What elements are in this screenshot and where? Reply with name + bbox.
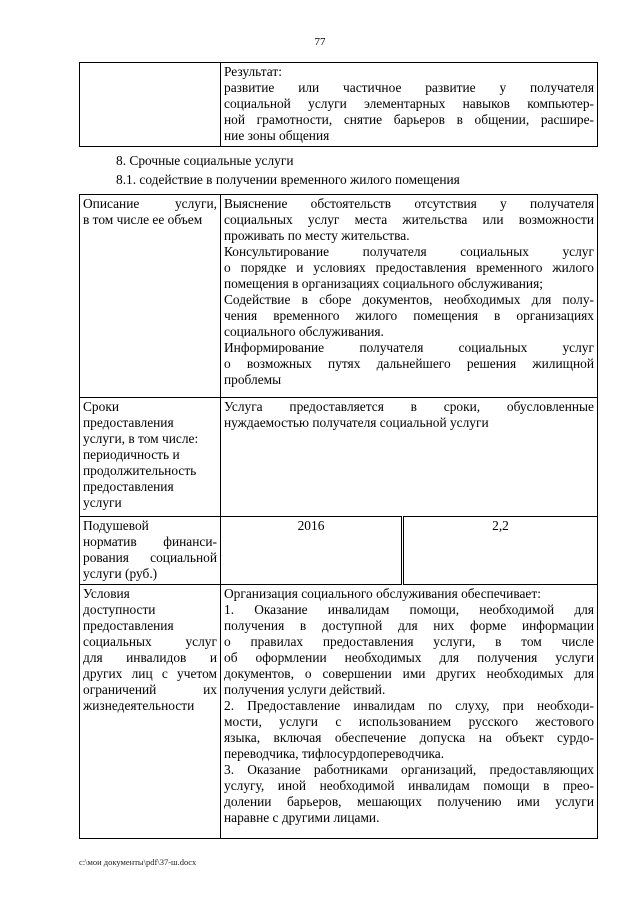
row-label-line: периодичность и [83, 447, 180, 462]
section-title: 8. Срочные социальные услуги [116, 153, 294, 168]
text-line: наравне с другими лицами. [224, 810, 380, 825]
text-line: 1. Оказание инвалидам помощи, необходимой для [224, 602, 594, 617]
text-line: социальных услуг места жительства или возможности [224, 212, 594, 227]
row-label-line: услуги, в том числе: [83, 431, 199, 446]
text-line: языка, включая обеспечение допуска на объект сурдо- [224, 730, 594, 745]
result-line: социальной услуги элементарных навыков компьютер- [224, 96, 594, 111]
row-label-cell [80, 398, 221, 517]
row-label-line: в том числе ее объем [83, 212, 203, 227]
row-label-line: продолжительность [83, 463, 197, 478]
financing-amount: 2,2 [492, 518, 509, 533]
row-label-line: норматив финанси- [83, 534, 217, 549]
row-label-cell [80, 517, 221, 585]
row-label-line: Сроки [83, 399, 119, 414]
row-label-line: для инвалидов и [83, 650, 217, 665]
row-label-line: социальных услуг [83, 634, 217, 649]
text-line: Выяснение обстоятельств отсутствия у получателя [224, 196, 594, 211]
result-line: ной грамотности, снятие барьеров в общении, расшире- [224, 112, 594, 127]
text-line: Консультирование получателя социальных услуг [224, 244, 594, 259]
text-line: Организация социального обслуживания обеспечивает: [224, 586, 541, 601]
result-line: ние зоны общения [224, 128, 330, 143]
paragraph [224, 292, 594, 340]
table-row [80, 195, 598, 398]
text-line: переводчика, тифлосурдопереводчика. [224, 746, 445, 761]
row-label-line: ограничений их [83, 682, 217, 697]
paragraph [224, 762, 594, 826]
text-line: мости, услуги с использованием русского жестового [224, 714, 594, 729]
result-line: развитие или частичное развитие у получателя [224, 80, 594, 95]
text-line: социального обслуживания. [224, 324, 384, 339]
row-label-cell [80, 585, 221, 839]
text-line: услугу, иной необходимой инвалидам помощи в прео- [224, 778, 594, 793]
row-label-line: Подушевой [83, 518, 149, 533]
row-label-line: предоставления [83, 479, 174, 494]
text-line: документов, о совершении ими других необходимых для [224, 666, 594, 681]
text-line: 3. Оказание работниками организаций, предоставляющих [224, 762, 594, 777]
text-line: о порядке и условиях предоставления временного жилого [224, 260, 594, 275]
row-label-line: услуги [83, 495, 122, 510]
result-heading: Результат: [224, 64, 282, 79]
result-label-cell [80, 63, 221, 147]
text-line: Содействие в сборе документов, необходимых для полу- [224, 292, 594, 307]
text-line: о правилах предоставления услуги, в том числе [224, 634, 594, 649]
text-line: долении барьеров, мешающих получению ими услуги [224, 794, 594, 809]
text-line: об оформлении необходимых для получения услуги [224, 650, 594, 665]
text-line: о возможных путях дальнейшего решения жилищной [224, 356, 594, 371]
row-label-line: услуги (руб.) [83, 566, 158, 581]
result-table [79, 62, 598, 147]
text-line: Информирование получателя социальных услуг [224, 340, 594, 355]
row-label-line: рования социальной [83, 550, 217, 565]
text-line: получения услуги действий. [224, 682, 386, 697]
result-cell [221, 63, 598, 147]
year-cell [221, 517, 403, 585]
text-line: 2. Предоставление инвалидам по слуху, при необходи- [224, 698, 594, 713]
row-label-line: Условия [83, 586, 130, 601]
text-line: проблемы [224, 372, 282, 387]
footer-file-path: c:\мои документы\pdf\37-ш.docx [79, 857, 197, 867]
text-line: помещения в организациях социального обслуживания; [224, 276, 543, 291]
paragraph [224, 244, 594, 292]
service-table [79, 194, 598, 839]
table-row [80, 585, 598, 839]
paragraph [224, 602, 594, 698]
text-line: чения временного жилого помещения в организациях [224, 308, 594, 323]
text-line: Услуга предоставляется в сроки, обусловленные [224, 399, 594, 414]
text-line: нуждаемостью получателя социальной услуги [224, 415, 489, 430]
row-label-line: предоставления [83, 618, 174, 633]
row-label-cell [80, 195, 221, 398]
text-line: получения в доступной для них форме информации [224, 618, 594, 633]
row-label-line: Описание услуги, [83, 196, 217, 211]
row-label-line: доступности [83, 602, 156, 617]
amount-cell [403, 517, 598, 585]
paragraph [224, 196, 594, 244]
row-label-line: других лиц с учетом [83, 666, 217, 681]
row-content-cell [221, 585, 598, 839]
row-content-cell [221, 398, 598, 517]
paragraph [224, 340, 594, 388]
text-line: проживать по месту жительства. [224, 228, 410, 243]
table-row [80, 398, 598, 517]
table-row [80, 517, 598, 585]
row-label-line: жизнедеятельности [83, 698, 195, 713]
financing-year: 2016 [297, 518, 325, 533]
paragraph [224, 698, 594, 762]
row-label-line: предоставления [83, 415, 174, 430]
page-number: 77 [314, 36, 326, 48]
subsection-title: 8.1. содействие в получении временного жилого помещения [116, 172, 460, 187]
row-content-cell [221, 195, 598, 398]
